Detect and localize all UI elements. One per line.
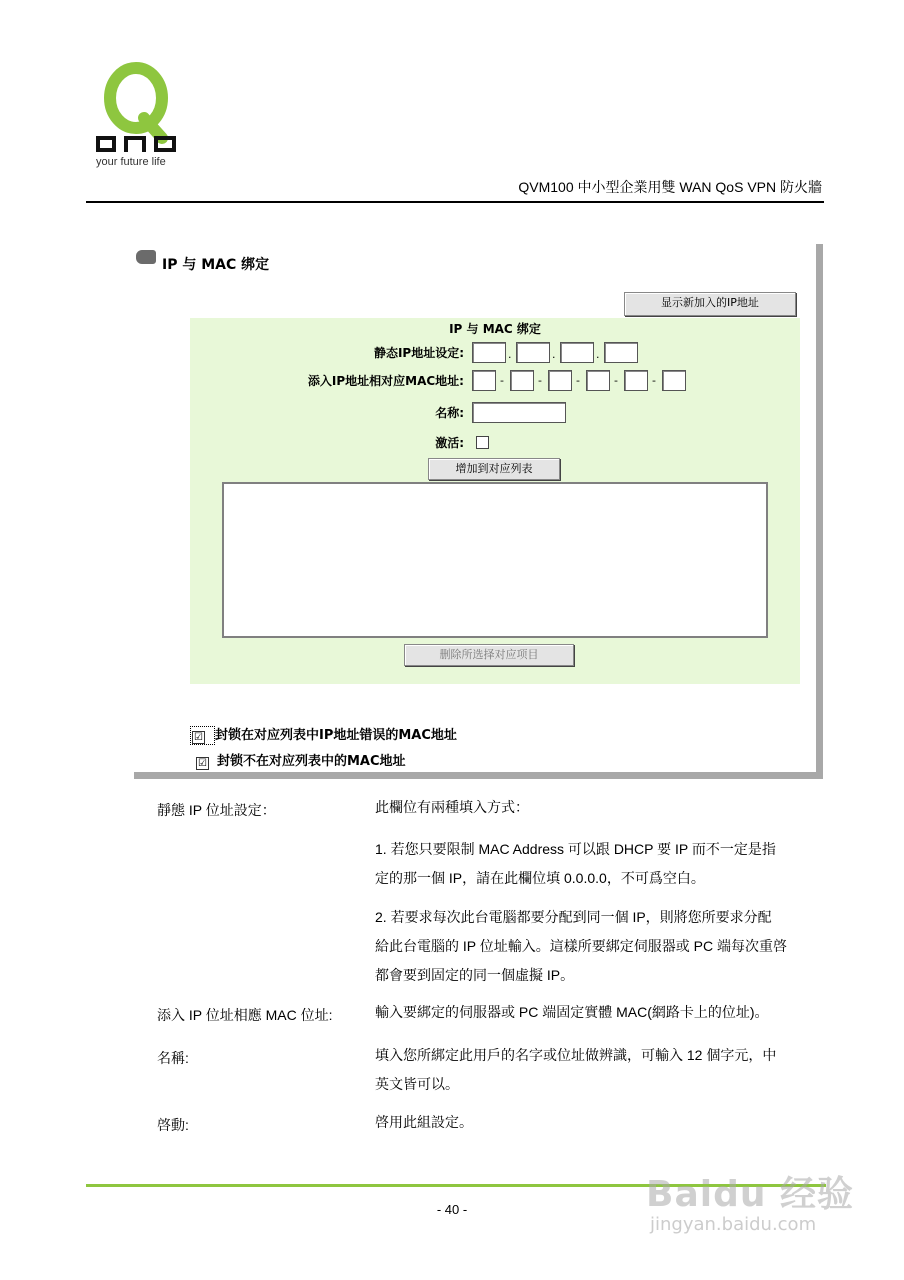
desc-text-name	[375, 1041, 820, 1099]
form-title: IP 与 MAC 绑定	[449, 322, 541, 336]
desc-line: 給此台電腦的 IP 位址輸入。這樣所要綁定伺服器或 PC 端每次重啓	[375, 938, 787, 954]
ip-separator: .	[552, 348, 556, 361]
desc-line: 定的那一個 IP，請在此欄位填 0.0.0.0，不可爲空白。	[375, 870, 705, 886]
document-header-title: QVM100 中小型企業用雙 WAN QoS VPN 防火牆	[518, 179, 822, 195]
mac-separator: -	[652, 374, 656, 387]
enable-label: 激活:	[435, 436, 464, 450]
mac-separator: -	[500, 374, 504, 387]
static-ip-label: 静态IP地址设定:	[373, 346, 464, 360]
binding-list[interactable]	[222, 482, 768, 638]
section-tab-icon	[136, 250, 156, 264]
mac-octet-5-input[interactable]	[624, 370, 648, 391]
desc-label-mac: 添入 IP 位址相應 MAC 位址:	[157, 1007, 333, 1023]
panel-title: IP 与 MAC 绑定	[162, 257, 270, 273]
ip-octet-3-input[interactable]	[560, 342, 594, 363]
desc-line: 啓用此組設定。	[375, 1114, 473, 1130]
mac-octet-4-input[interactable]	[586, 370, 610, 391]
desc-text-enable	[375, 1108, 820, 1137]
desc-line: 輸入要綁定的伺服器或 PC 端固定實體 MAC(網路卡上的位址)。	[375, 1004, 769, 1020]
logo-tagline: your future life	[96, 156, 166, 168]
block-unlisted-mac-label: 封锁不在对应列表中的MAC地址	[217, 754, 406, 769]
desc-line: 都會要到固定的同一個虛擬 IP。	[375, 967, 575, 983]
mac-address-label: 添入IP地址相对应MAC地址:	[307, 374, 464, 388]
mac-separator: -	[576, 374, 580, 387]
header-divider	[86, 201, 824, 203]
block-unlisted-mac-checkbox[interactable]: ☑	[196, 757, 209, 770]
desc-line: 1. 若您只要限制 MAC Address 可以跟 DHCP 要 IP 而不一定是指	[375, 841, 776, 857]
ip-octet-1-input[interactable]	[472, 342, 506, 363]
desc-line: 此欄位有兩種填入方式：	[375, 799, 529, 815]
add-to-list-button[interactable]: 增加到对应列表	[428, 458, 560, 480]
show-new-ip-button[interactable]: 显示新加入的IP地址	[624, 292, 796, 316]
delete-selected-button[interactable]: 删除所选择对应项目	[404, 644, 574, 666]
desc-text-mac	[375, 998, 820, 1027]
block-wrong-mac-checkbox[interactable]: ☑	[192, 731, 205, 744]
desc-text-option-1	[375, 835, 820, 893]
block-unlisted-mac-option[interactable]	[196, 750, 406, 770]
desc-text-option-2	[375, 903, 820, 990]
qno-logo	[96, 62, 186, 170]
ip-mac-binding-panel	[134, 244, 823, 779]
name-label: 名称:	[435, 406, 464, 420]
desc-label-static-ip: 靜態 IP 位址設定：	[157, 802, 276, 818]
ip-separator: .	[508, 348, 512, 361]
enable-checkbox[interactable]	[476, 436, 489, 449]
block-wrong-mac-label: 封锁在对应列表中IP地址错误的MAC地址	[215, 728, 457, 743]
mac-separator: -	[538, 374, 542, 387]
desc-line: 2. 若要求每次此台電腦都要分配到同一個 IP，則將您所要求分配	[375, 909, 772, 925]
name-input[interactable]	[472, 402, 566, 423]
desc-text-static-ip	[375, 793, 820, 822]
page-number: - 40 -	[436, 1202, 468, 1217]
desc-line: 英文皆可以。	[375, 1076, 459, 1092]
desc-label-name: 名稱:	[157, 1050, 189, 1066]
ip-octet-2-input[interactable]	[516, 342, 550, 363]
mac-separator: -	[614, 374, 618, 387]
desc-line: 填入您所綁定此用戶的名字或位址做辨識，可輸入 12 個字元，中	[375, 1047, 777, 1063]
baidu-watermark: Baidu 经验	[646, 1174, 855, 1215]
block-wrong-mac-option[interactable]	[190, 724, 457, 744]
mac-octet-1-input[interactable]	[472, 370, 496, 391]
mac-octet-3-input[interactable]	[548, 370, 572, 391]
ip-separator: .	[596, 348, 600, 361]
ip-octet-4-input[interactable]	[604, 342, 638, 363]
desc-label-enable: 啓動:	[157, 1117, 189, 1133]
mac-octet-6-input[interactable]	[662, 370, 686, 391]
baidu-watermark-url: jingyan.baidu.com	[650, 1214, 817, 1235]
binding-form	[190, 318, 800, 684]
mac-octet-2-input[interactable]	[510, 370, 534, 391]
